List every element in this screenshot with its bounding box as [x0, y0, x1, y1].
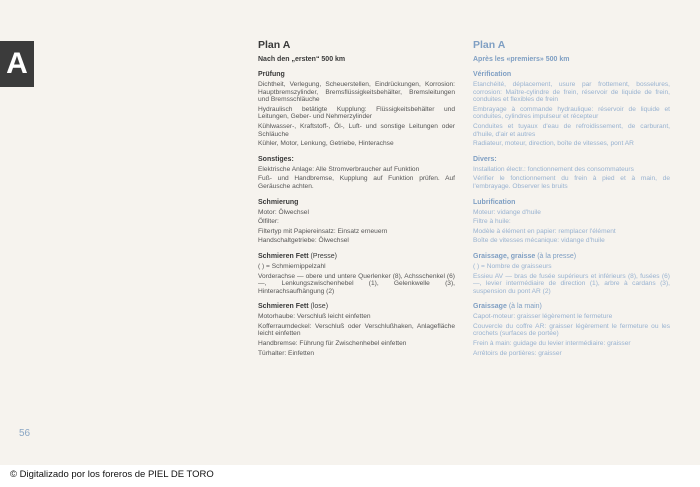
section-item: Hydraulisch betätigte Kupplung: Flüssigkeitsbehälter und Leitungen, Geber- und Nehmerzylinder — [258, 105, 455, 121]
section-heading-text: Lubrification — [473, 198, 516, 206]
section-heading — [258, 302, 455, 311]
section-item: Etanchéité, déplacement, usure par frottement, bosselures, corrosion: Maître-cylindre de frein, réservoir de liquide de frein, conduites et flexibles de frein — [473, 81, 670, 104]
section-item: Couvercle du coffre AR: graisser légèrement le fermeture ou les crochets (surfaces de portée) — [473, 322, 670, 338]
section-heading — [258, 155, 455, 164]
section-heading — [473, 155, 670, 164]
section-heading-text: Graissage — [473, 303, 507, 311]
section-item: Kühler, Motor, Lenkung, Getriebe, Hinterachse — [258, 140, 394, 148]
section-tab-a: A — [0, 41, 34, 87]
section-item: Essieu AV — bras de fusée supérieurs et inférieurs (8), fusées (6) —, levier intermédiaire de direction (1), arbre à cardans (3), suspension du pont AR (2) — [473, 272, 670, 295]
section-item: Ölfilter: — [258, 218, 279, 226]
section-item: ( ) = Schmiernippelzahl — [258, 262, 326, 270]
section-item: Conduites et tuyaux d'eau de refroidissement, de carburant, d'huile, d'air et autres — [473, 122, 670, 138]
section-heading — [473, 252, 670, 261]
section-item: Türhalter: Einfetten — [258, 349, 315, 357]
section-heading-text: Schmieren Fett — [258, 252, 309, 260]
section-heading-text: Schmierung — [258, 198, 299, 206]
section-item: Handbremse: Führung für Zwischenhebel einfetten — [258, 340, 407, 348]
maintenance-section — [473, 155, 670, 191]
section-heading-text: Vérification — [473, 71, 512, 78]
section-item: Embrayage à commande hydraulique: réservoir de liquide et conduites, cylindres impulseur et récepteur — [473, 105, 670, 121]
section-item: Fuß- und Handbremse, Kupplung auf Funktion prüfen. Auf Geräusche achten. — [258, 175, 455, 190]
section-item: Capot-moteur: graisser légèrement le fermeture — [473, 313, 613, 321]
section-item: Kofferraumdeckel: Verschluß oder Verschlußhaken, Anlagefläche leicht einfetten — [258, 322, 455, 338]
section-item: Modèle à élément en papier: remplacer l'élément — [473, 227, 616, 235]
section-item: Installation électr.: fonctionnement des consommateurs — [473, 165, 634, 173]
section-item: Elektrische Anlage: Alle Stromverbraucher auf Funktion — [258, 165, 420, 173]
section-item: Vérifier le fonctionnement du frein à pied et à main, de l'embrayage. Observer les bruits — [473, 175, 670, 190]
section-heading-text: Sonstiges: — [258, 155, 294, 163]
section-item: Vorderachse — obere und untere Querlenker (8), Achsschenkel (6) —, Lenkungszwischenhebel (1), Gelenkwelle (3), Hinterachsaufhängung (2) — [258, 272, 455, 295]
maintenance-section — [258, 155, 455, 191]
section-heading-note: (lose) — [310, 303, 329, 311]
maintenance-section — [258, 302, 455, 357]
section-item: Filtertyp mit Papiereinsatz: Einsatz erneuern — [258, 227, 388, 235]
section-item: Dichtheit, Verlegung, Scheuerstellen, Eindrückungen, Korrosion: Hauptbremszylinder, Bremsflüssigkeitsbehälter, Bremsleitungen und Bremsschläuche — [258, 81, 455, 104]
maintenance-section — [258, 252, 455, 295]
section-heading-text: Schmieren Fett — [258, 303, 309, 311]
german-title: Plan A — [258, 39, 291, 51]
maintenance-section — [473, 70, 670, 148]
page-number: 56 — [19, 428, 31, 439]
french-subtitle: Après les «premiers» 500 km — [473, 56, 570, 63]
section-heading-note: (Presse) — [310, 252, 337, 260]
section-item: ( ) = Nombre de graisseurs — [473, 262, 552, 270]
maintenance-section — [258, 198, 455, 245]
section-item: Boîte de vitesses mécanique: vidange d'huile — [473, 237, 605, 245]
section-heading-note: (à la presse) — [537, 252, 577, 260]
maintenance-section — [473, 302, 670, 357]
section-heading-note: (à la main) — [508, 303, 542, 311]
german-sections — [258, 70, 455, 357]
german-subtitle: Nach den „ersten“ 500 km — [258, 56, 346, 63]
maintenance-section — [258, 70, 455, 148]
section-item: Frein à main: guidage du levier intermédiaire: graisser — [473, 340, 631, 348]
section-heading — [258, 252, 455, 261]
section-item: Filtre à huile: — [473, 218, 511, 226]
maintenance-section — [473, 198, 670, 245]
section-item: Kühlwasser-, Kraftstoff-, Öl-, Luft- und sonstige Leitungen oder Schläuche — [258, 122, 455, 138]
copyright-footer: © Digitalizado por los foreros de PIEL DE TORO — [10, 469, 214, 480]
section-heading — [473, 70, 670, 79]
french-title: Plan A — [473, 39, 506, 51]
section-heading — [473, 198, 670, 207]
french-column — [473, 39, 670, 364]
section-item: Motor: Ölwechsel — [258, 208, 309, 216]
section-item: Radiateur, moteur, direction, boîte de vitesses, pont AR — [473, 140, 634, 148]
section-heading-text: Prüfung — [258, 71, 285, 78]
maintenance-section — [473, 252, 670, 295]
section-item: Moteur: vidange d'huile — [473, 208, 541, 216]
section-item: Motorhaube: Verschluß leicht einfetten — [258, 313, 371, 321]
section-heading — [258, 198, 455, 207]
section-heading-text: Graissage, graisse — [473, 252, 536, 260]
french-sections — [473, 70, 670, 357]
section-item: Handschaltgetriebe: Ölwechsel — [258, 237, 349, 245]
german-column — [258, 39, 455, 364]
section-item: Arrêtoirs de portières: graisser — [473, 349, 562, 357]
section-heading — [473, 302, 670, 311]
section-heading — [258, 70, 455, 79]
section-heading-text: Divers: — [473, 155, 497, 163]
